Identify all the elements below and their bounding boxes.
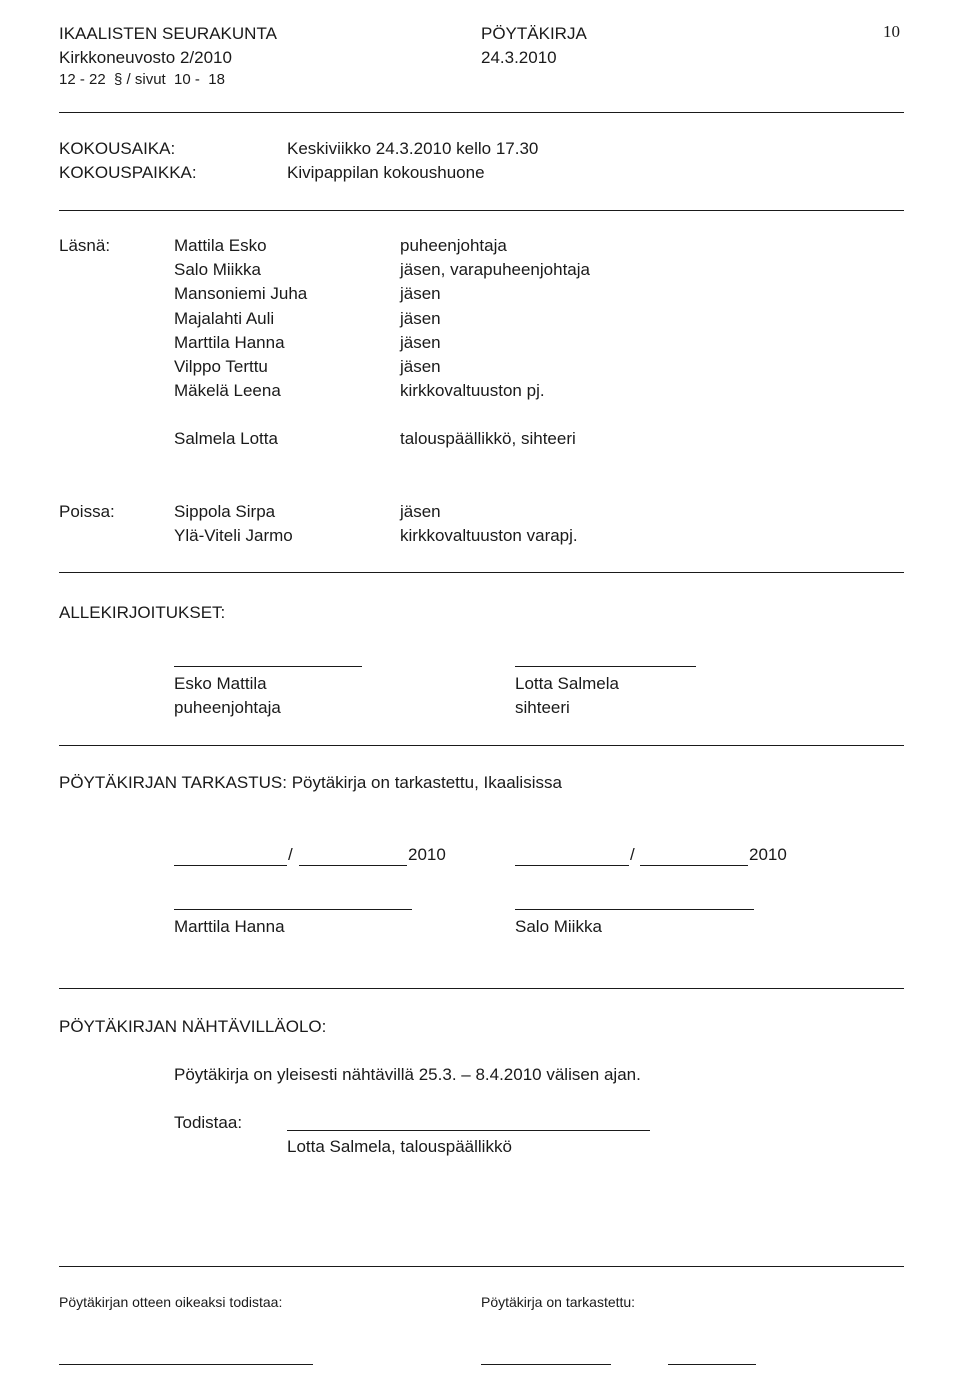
member-role: jäsen [400,357,441,376]
reviewer-name-left: Marttila Hanna [174,917,285,936]
member-role: jäsen [400,309,441,328]
signature-line [515,909,754,910]
member-name: Majalahti Auli [174,309,275,328]
attest-name: Lotta Salmela, talouspäällikkö [287,1137,512,1156]
date-year: 2010 [749,845,787,864]
sections-pages: 12 - 22 § / sivut 10 - 18 [59,71,225,88]
member-role: talouspäällikkö, sihteeri [400,429,576,448]
document-date: 24.3.2010 [481,48,557,67]
divider [59,745,904,746]
organization-name: IKAALISTEN SEURAKUNTA [59,24,277,43]
member-role: jäsen [400,333,441,352]
member-name: Mansoniemi Juha [174,284,308,303]
member-name: Vilppo Terttu [174,357,268,376]
signature-line [481,1364,611,1365]
signature-line [515,666,696,667]
signature-line [287,1130,650,1131]
divider [59,572,904,573]
footer-right-label: Pöytäkirja on tarkastettu: [481,1294,636,1310]
signature-line [59,1364,313,1365]
document-type: PÖYTÄKIRJA [481,24,587,43]
absent-label: Poissa: [59,502,115,521]
date-line [299,865,407,866]
signature-line [174,666,362,667]
page-number: 10 [883,22,900,41]
signer-name-left: Esko Mattila [174,674,267,693]
date-slash: / [288,845,293,864]
absent-member-role: jäsen [400,502,441,521]
absent-member-name: Sippola Sirpa [174,502,276,521]
meeting-place-value: Kivipappilan kokoushuone [287,163,485,182]
divider [59,112,904,113]
absent-member-role: kirkkovaltuuston varapj. [400,526,578,545]
date-slash: / [630,845,635,864]
meeting-body: Kirkkoneuvosto 2/2010 [59,48,232,67]
member-role: jäsen [400,284,441,303]
meeting-place-label: KOKOUSPAIKKA: [59,163,197,182]
signer-title-right: sihteeri [515,698,570,717]
display-text: Pöytäkirja on yleisesti nähtävillä 25.3. – 8.4.2010 välisen ajan. [174,1065,641,1084]
member-role: puheenjohtaja [400,236,507,255]
divider [59,988,904,989]
divider [59,210,904,211]
display-heading: PÖYTÄKIRJAN NÄHTÄVILLÄOLO: [59,1017,327,1036]
meeting-time-value: Keskiviikko 24.3.2010 kello 17.30 [287,139,539,158]
member-role: kirkkovaltuuston pj. [400,381,545,400]
reviewer-name-right: Salo Miikka [515,917,602,936]
date-line [640,865,748,866]
date-line [515,865,629,866]
signatures-heading: ALLEKIRJOITUKSET: [59,603,226,622]
signer-title-left: puheenjohtaja [174,698,281,717]
signature-line [174,909,412,910]
review-heading: PÖYTÄKIRJAN TARKASTUS: Pöytäkirja on tarkastettu, Ikaalisissa [59,773,562,792]
present-label: Läsnä: [59,236,111,255]
member-role: jäsen, varapuheenjohtaja [400,260,590,279]
signature-line [668,1364,756,1365]
member-name: Salo Miikka [174,260,261,279]
absent-member-name: Ylä-Viteli Jarmo [174,526,293,545]
signer-name-right: Lotta Salmela [515,674,619,693]
member-name: Salmela Lotta [174,429,278,448]
member-name: Mattila Esko [174,236,267,255]
divider [59,1266,904,1267]
attest-label: Todistaa: [174,1113,243,1132]
member-name: Marttila Hanna [174,333,285,352]
member-name: Mäkelä Leena [174,381,281,400]
date-line [174,865,287,866]
meeting-time-label: KOKOUSAIKA: [59,139,176,158]
date-year: 2010 [408,845,446,864]
footer-left-label: Pöytäkirjan otteen oikeaksi todistaa: [59,1294,283,1310]
